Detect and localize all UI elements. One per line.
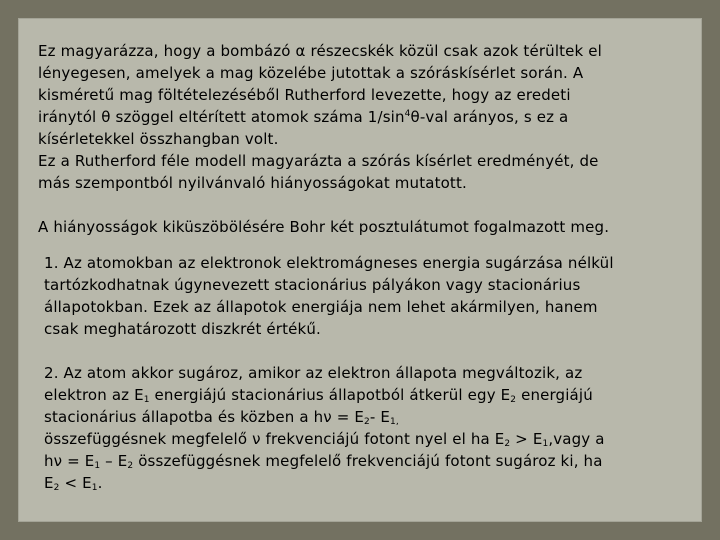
text-line: Ez magyarázza, hogy a bombázó α részecskék közül csak azok térültek el — [38, 42, 602, 60]
text-line — [44, 406, 605, 428]
subscript: 1 — [94, 461, 101, 471]
text-line — [44, 384, 605, 406]
subscript: 1 — [143, 395, 150, 405]
text-line: Ez a Rutherford féle modell magyarázta a szórás kísérlet eredményét, de — [38, 152, 599, 170]
postulate-1 — [44, 252, 614, 340]
subscript: 2 — [53, 483, 60, 493]
slide — [18, 18, 702, 522]
text-line: kísérletekkel összhangban volt. — [38, 130, 279, 148]
paragraph-rutherford — [38, 40, 602, 194]
subscript: 1 — [91, 483, 98, 493]
text-line — [44, 428, 605, 450]
text-segment: E — [44, 474, 54, 492]
subscript: 1, — [390, 417, 399, 427]
text-line: 2. Az atom akkor sugároz, amikor az elektron állapota megváltozik, az — [44, 364, 583, 382]
text-segment: . — [97, 474, 103, 492]
text-line: A hiányosságok kiküszöbölésére Bohr két posztulátumot fogalmazott meg. — [38, 218, 610, 236]
text-line: tartózkodhatnak úgynevezett stacionárius pályákon vagy stacionárius — [44, 276, 581, 294]
text-segment: ,vagy a — [548, 430, 605, 448]
paragraph-bohr-intro — [38, 216, 609, 238]
subscript: 2 — [504, 439, 511, 449]
text-segment: > E — [510, 430, 543, 448]
exponent: 4 — [404, 109, 411, 119]
text-line: csak meghatározott diszkrét értékű. — [44, 320, 321, 338]
subscript: 2 — [364, 417, 370, 427]
subscript: 2 — [510, 395, 517, 405]
text-line — [44, 450, 605, 472]
text-line: lényegesen, amelyek a mag közelébe jutottak a szóráskísérlet során. A — [38, 64, 584, 82]
subscript: 1 — [542, 439, 549, 449]
subscript: 2 — [127, 461, 134, 471]
text-segment: összefüggésnek megfelelő frekvenciájú fotont sugároz ki, ha — [133, 452, 603, 470]
text-segment: elektron az E — [44, 386, 144, 404]
text-line — [38, 106, 602, 128]
postulate-2 — [44, 362, 605, 494]
text-segment: energiájú — [516, 386, 593, 404]
text-segment: - E — [369, 408, 390, 426]
text-segment: iránytól θ szöggel eltérített atomok száma 1/sin — [38, 108, 405, 126]
text-line: 1. Az atomokban az elektronok elektromágneses energia sugárzása nélkül — [44, 254, 614, 272]
text-segment: < E — [59, 474, 92, 492]
text-line: kisméretű mag föltételezéséből Rutherford levezette, hogy az eredeti — [38, 86, 571, 104]
text-segment: – E — [100, 452, 128, 470]
text-segment: hν = E — [44, 452, 95, 470]
text-segment: stacionárius állapotba és közben a hν = E — [44, 408, 364, 426]
text-segment: összefüggésnek megfelelő ν frekvenciájú fotont nyel el ha E — [44, 430, 505, 448]
text-segment: θ-val arányos, s ez a — [410, 108, 569, 126]
text-segment: energiájú stacionárius állapotból átkerül egy E — [149, 386, 511, 404]
text-line: állapotokban. Ezek az állapotok energiája nem lehet akármilyen, hanem — [44, 298, 598, 316]
text-line: más szempontból nyilvánvaló hiányosságokat mutatott. — [38, 174, 467, 192]
text-line — [44, 472, 605, 494]
